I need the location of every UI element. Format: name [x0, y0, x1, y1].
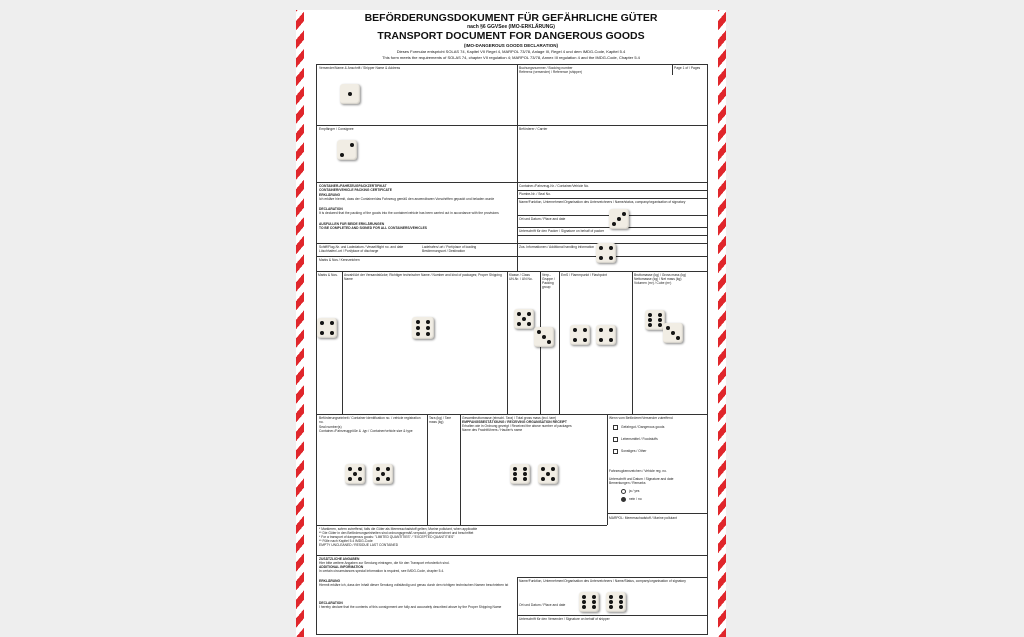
page-label: Page 1 of / Pages: [674, 66, 701, 70]
col-line: [672, 65, 673, 75]
erklaerung2-text: Hiermit erkläre ich, dass der Inhalt dieser Sendung vollständig und genau durch den richtigen technischen Namen beschrieben ist: [319, 583, 509, 587]
shipping-marks-label: Marks & Nos / Kennzeichen: [319, 258, 360, 262]
marks-column-header: Marks & Nos.: [318, 273, 338, 277]
place-date-label: Ort und Datum / Place and date: [519, 217, 566, 221]
un-column-header: UN-Nr. / UN No.: [509, 277, 533, 281]
note-german: Dieses Formular entspricht SOLAS 74, Kapitel VII Regel 4, MARPOL 73/78, Anlage III, Regel 4 und dem IMDG-Code, Kapitel 5.4: [396, 49, 626, 54]
row-line: [317, 525, 607, 526]
subtitle-german: nach §6 GGVSee (IMO-ERKLÄRUNG): [467, 24, 555, 30]
additional-heading: ADDITIONAL INFORMATION: [319, 565, 364, 569]
dg-note-3: * For a transport of dangerous goods: "LIMITED QUANTITIES" / "EXCEPTED QUANTITIES": [319, 535, 455, 539]
option-checkbox-2[interactable]: [613, 437, 618, 442]
seal-numbers-label: Seal number(s): [319, 425, 342, 429]
port-loading-label: Ladehafen/-ort / Port/place of loading: [422, 245, 477, 249]
to-be-completed-heading: TO BE COMPLETED AND SIGNED FOR ALL CONTAINERS/VEHICLES: [319, 226, 428, 230]
equipment-label: Beförderungseinheit / Container identification no. / vehicle registration no.: [319, 416, 421, 424]
additional-handling-label: Zus. Informationen / Additional handling information: [519, 245, 595, 249]
gross-mass-header: Bruttomasse (kg) / Gross mass (kg): [634, 273, 687, 277]
declaration-heading: DECLARATION: [319, 207, 343, 211]
subtitle-english: (IMO-DANGEROUS GOODS DECLARATION): [464, 43, 558, 48]
erklaerung-heading: ERKLÄRUNG: [319, 193, 341, 197]
option-checkbox-1[interactable]: [613, 425, 618, 430]
carrier-label: Beförderer / Carrier: [519, 127, 548, 131]
die-four: [596, 243, 616, 263]
col-line: [507, 271, 508, 414]
packing-group-header: Verp.-Gruppe / Packing group: [542, 273, 555, 289]
row-line: [517, 198, 707, 199]
die-three: [534, 327, 554, 347]
booking-label: Buchungsnummer / Booking number: [519, 66, 573, 70]
col-line: [427, 414, 428, 525]
row-line: [517, 615, 707, 616]
die-five: [538, 464, 558, 484]
erklaerung-text: Ich erkläre hiermit, dass der Container/das Fahrzeug gemäß den anwendbaren Vorschriften gepackt und beladen wurde: [319, 197, 495, 201]
signature-date-label: Unterschrift und Datum / Signature and date: [609, 477, 674, 481]
col-line: [517, 577, 518, 634]
col-line: [460, 414, 461, 525]
die-six: [645, 310, 665, 330]
radio-no-label: nein / no: [629, 497, 642, 501]
row-line: [317, 125, 707, 126]
radio-no[interactable]: [621, 497, 626, 502]
marpol-label: MARPOL: Meeresschadstoff / Marine pollutant: [609, 516, 677, 520]
signatory2-label: Name/Funktion, Unternehmen/Organisation des Unterzeichners / Name/Status, company/organisation of signatory: [519, 579, 686, 583]
consignee-label: Empfänger / Consignee: [319, 127, 354, 131]
row-line: [317, 182, 707, 183]
row-line: [317, 256, 707, 257]
row-line: [517, 577, 707, 578]
total-gross-label: Gesamtbruttomasse (einschl. Tara) / Total gross mass (incl. tare): [462, 416, 557, 420]
option-label-3: Sonstiges / Other: [621, 449, 647, 453]
container-cert-title: CONTAINER-/FAHRZEUGPACKZERTIFIKAT: [319, 184, 387, 188]
col-line: [632, 271, 633, 414]
radio-yes[interactable]: [621, 489, 626, 494]
die-six: [510, 464, 530, 484]
row-line: [517, 190, 707, 191]
description-column-header: Anzahl/Art der Versandstücke; Richtiger technischer Name / Number and kind of packages; Proper Shipping Name: [344, 273, 502, 281]
row-line: [607, 513, 707, 514]
die-three: [609, 209, 629, 229]
reference-label: Referenz (versender) / Reference (shipper): [519, 70, 583, 74]
right-hazard-stripe: [718, 10, 726, 637]
shipper-label: Versender/Name & Anschrift / Shipper Name & Address: [319, 66, 401, 70]
cube-header: Volumen (m³) / Cube (m³): [634, 281, 672, 285]
radio-yes-label: ja / yes: [629, 489, 640, 493]
note-english: This form meets the requirements of SOLAS 74, chapter VII regulation 4; MARPOL 73/78, Annex III regulation 4 and the IMDG-Code, Chapter 5.4: [382, 55, 640, 60]
remarks-label: Bemerkungen / Remarks: [609, 481, 646, 485]
die-four: [570, 325, 590, 345]
vessel-label: Schiff/Flug-Nr. und Ladedatum / Vessel/flight no. and date: [319, 245, 404, 249]
die-one: [340, 84, 360, 104]
destination-label: Bestimmungsort / Destination: [422, 249, 466, 253]
die-five: [514, 309, 534, 329]
seal-number-label: Plombe-Nr. / Seal No.: [519, 192, 551, 196]
die-six: [579, 592, 599, 612]
declaration2-heading: DECLARATION: [319, 601, 343, 605]
row-line: [317, 243, 707, 244]
vehicle-reg-label: Fahrzeugkennzeichen / Vehicle reg. no.: [609, 469, 667, 473]
left-hazard-stripe: [296, 10, 304, 637]
zusatz-heading: ZUSÄTZLICHE ANGABEN: [319, 557, 360, 561]
die-four: [596, 325, 616, 345]
haulier-label: Name des Frachtführers / Haulier's name: [462, 428, 523, 432]
class-column-header: Klasse / Class: [509, 273, 530, 277]
option-checkbox-3[interactable]: [613, 449, 618, 454]
die-six: [606, 592, 626, 612]
row-line: [517, 235, 707, 236]
die-two: [337, 140, 357, 160]
signatory-label: Name/Funktion, Unternehmen/Organisation des Unterzeichners / Name/status, company/organisation of signatory: [519, 200, 686, 204]
die-five: [345, 464, 365, 484]
place-date2-label: Ort und Datum / Place and date: [519, 603, 566, 607]
zusatz-text: Hier bitte weitere Angaben zur Sendung eintragen, die für den Transport erforderlich sind.: [319, 561, 450, 565]
col-line: [517, 65, 518, 271]
die-six: [412, 317, 434, 339]
die-five: [373, 464, 393, 484]
row-line: [317, 414, 707, 415]
die-three: [663, 323, 683, 343]
dg-note-5: EMPTY UNCLEANED / RESIDUE LAST CONTAINED: [319, 543, 399, 547]
dg-note-1: * Markieren, sofern zutreffend, falls die Güter als Meeresschadstoff gelten; Marine pollutant, when applicable: [319, 527, 478, 531]
option-label-2: Lebensmittel / Foodstuffs: [621, 437, 658, 441]
additional-text: In certain circumstances special information is required, see IMDG-Code, chapter 5.4.: [319, 569, 445, 573]
receiving-org-label: EMPFANGSBESTÄTIGUNG / RECEIVING ORGANISATION RECEIPT: [462, 420, 567, 424]
container-cert-en: CONTAINER/VEHICLE PACKING CERTIFICATE: [319, 188, 392, 192]
declaration-text: It is declared that the packing of the goods into the container/vehicle has been carried out in accordance with the provisions: [319, 211, 499, 215]
signature2-label: Unterschrift für den Versender / Signature on behalf of shipper: [519, 617, 610, 621]
received-text: Erhalten wie in Ordnung gezeigt / Received the above number of packages: [462, 424, 572, 428]
col-line: [559, 271, 560, 414]
col-line: [342, 271, 343, 414]
tare-label: Tara (kg) / Tare mass (kg): [429, 416, 452, 424]
title-german: BEFÖRDERUNGSDOKUMENT FÜR GEFÄHRLICHE GÜTER: [364, 12, 658, 24]
port-discharge-label: Löschhafen/-ort / Port/place of discharge: [319, 249, 379, 253]
title-english: TRANSPORT DOCUMENT FOR DANGEROUS GOODS: [377, 30, 645, 42]
col-line: [607, 414, 608, 525]
erklaerung2-heading: ERKLÄRUNG: [319, 579, 341, 583]
row-line: [317, 271, 707, 272]
dg-note-4: ** Fülle nach Kapitel 5.4 IMDG-Code: [319, 539, 373, 543]
container-size-label: Container-/Fahrzeuggröße & -typ / Container/vehicle size & type: [319, 429, 413, 433]
options-title: Wenn vom Beförderer/Versender zutreffend: [609, 416, 673, 420]
container-number-label: Container-/Fahrzeug-Nr. / Container/Vehicle No.: [519, 184, 590, 188]
option-label-1: Gefahrgut / Dangerous goods: [621, 425, 665, 429]
declaration2-text: I hereby declare that the contents of this consignment are fully and accurately described above by the Proper Shipping Name: [319, 605, 502, 609]
die-four: [317, 318, 337, 338]
signature-packer-label: Unterschrift für den Packer / Signature on behalf of packer: [519, 229, 605, 233]
net-mass-header: Nettomasse (kg) / Net mass (kg): [634, 277, 682, 281]
dg-note-2: ** Die Güter in den Beförderungseinheiten sind ordnungsgemäß verpackt, gekennzeichnet und beschriftet: [319, 531, 474, 535]
ausfuellen-heading: AUSFÜLLEN FÜR BEIDE ERKLÄRUNGEN: [319, 222, 385, 226]
row-line: [317, 555, 707, 556]
ems-column-header: EmS / Flammpunkt / Flashpoint: [561, 273, 607, 277]
declaration-form: [316, 64, 708, 635]
